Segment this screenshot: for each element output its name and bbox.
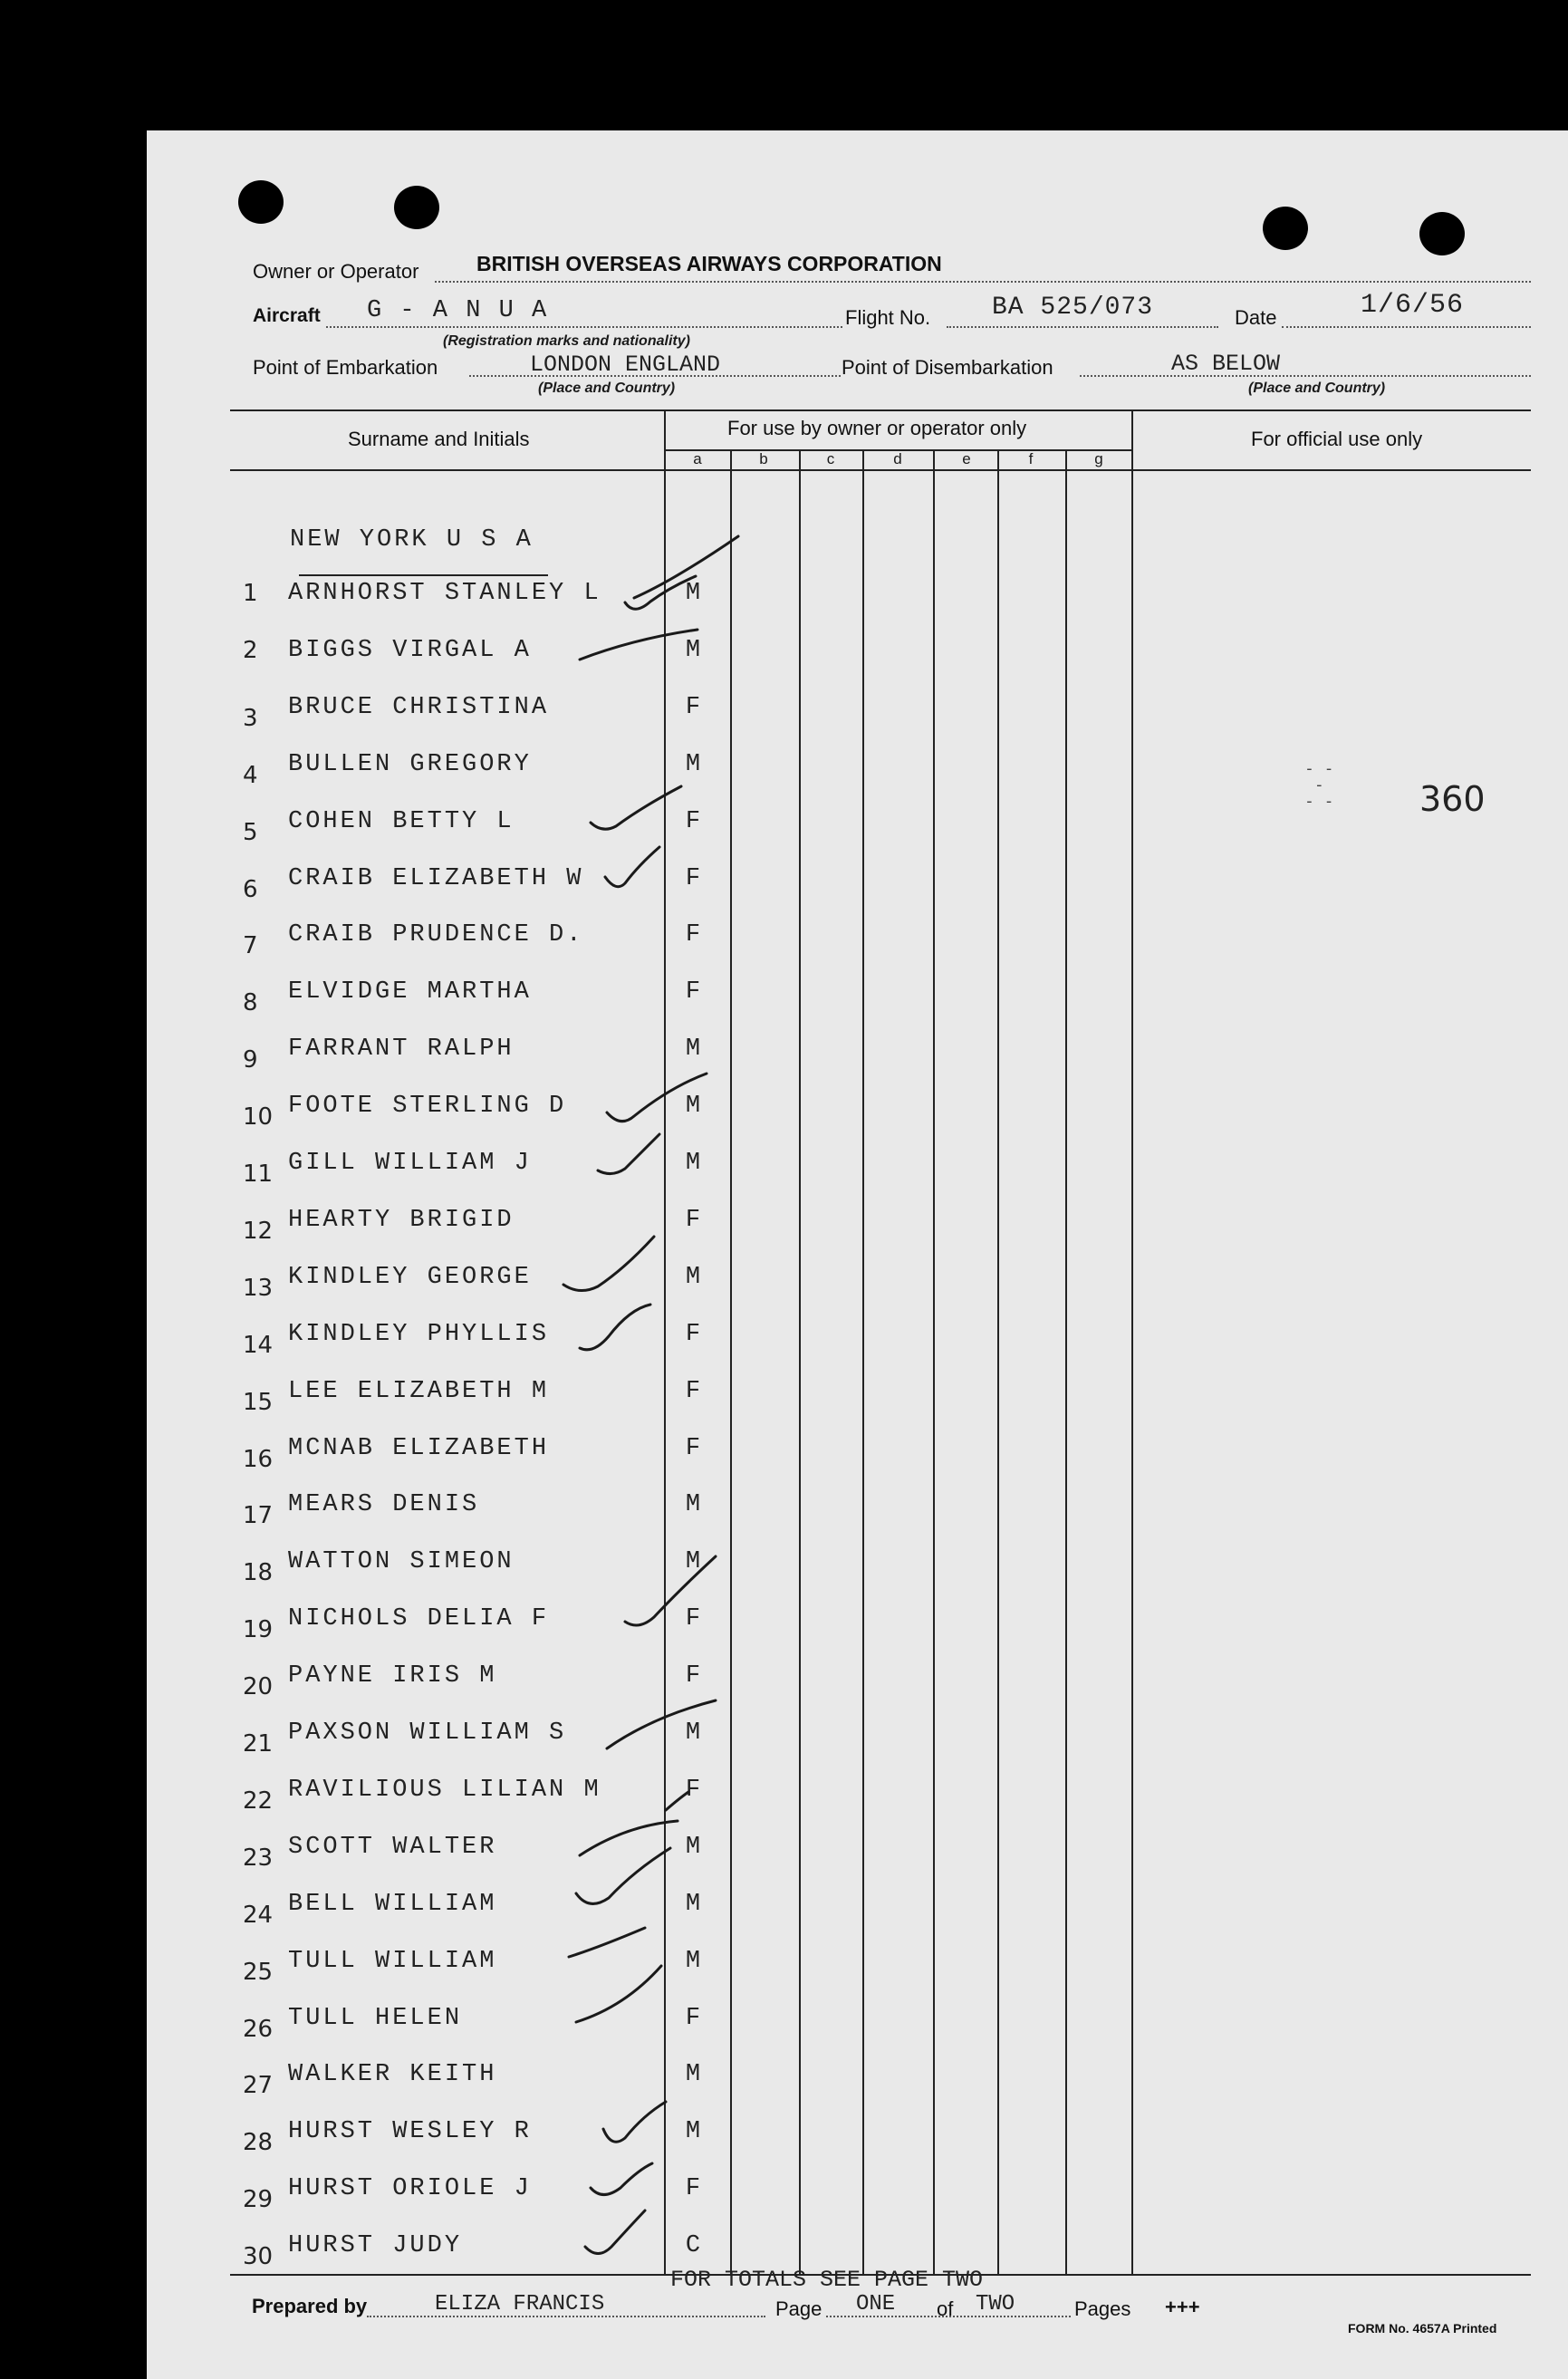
passenger-name: SCOTT WALTER bbox=[288, 1833, 497, 1861]
check-mark bbox=[563, 1237, 654, 1291]
subcol-b: b bbox=[759, 450, 768, 467]
passenger-sex: F bbox=[685, 2004, 701, 2032]
check-mark bbox=[580, 630, 697, 660]
passenger-sex: M bbox=[685, 1719, 701, 1747]
passenger-name: WALKER KEITH bbox=[288, 2061, 497, 2089]
passenger-sex: M bbox=[685, 636, 701, 664]
passenger-name: COHEN BETTY L bbox=[288, 807, 515, 835]
passenger-sex: F bbox=[685, 2175, 701, 2203]
prepared-label: Prepared by bbox=[252, 2295, 368, 2317]
passenger-name: CRAIB PRUDENCE D. bbox=[288, 921, 584, 949]
passenger-name: TULL WILLIAM bbox=[288, 1947, 497, 1975]
check-mark bbox=[625, 576, 696, 609]
passenger-name: ARNHORST STANLEY L bbox=[288, 580, 601, 607]
row-number: 8 bbox=[243, 989, 258, 1017]
embark-label: Point of Embarkation bbox=[253, 356, 438, 379]
check-mark bbox=[591, 2163, 652, 2195]
passenger-sex: M bbox=[685, 1035, 701, 1064]
passenger-name: FARRANT RALPH bbox=[288, 1035, 515, 1064]
passenger-sex: M bbox=[685, 1491, 701, 1519]
passenger-name: HURST WESLEY R bbox=[288, 2118, 532, 2146]
prepared-value: ELIZA FRANCIS bbox=[435, 2292, 605, 2316]
passenger-name: GILL WILLIAM J bbox=[288, 1150, 532, 1177]
destination-heading: NEW YORK U S A bbox=[290, 526, 534, 554]
row-number: 10 bbox=[243, 1103, 274, 1132]
official-count: 360 bbox=[1419, 779, 1486, 819]
check-mark bbox=[569, 1928, 645, 1957]
totals-note: FOR TOTALS SEE PAGE TWO bbox=[670, 2267, 984, 2293]
row-number: 20 bbox=[243, 1673, 274, 1701]
row-number: 1 bbox=[243, 580, 258, 607]
passenger-sex: M bbox=[685, 1150, 701, 1177]
form-number: FORM No. 4657A Printed bbox=[1348, 2321, 1497, 2336]
passenger-sex: M bbox=[685, 580, 701, 607]
passenger-name: PAXSON WILLIAM S bbox=[288, 1719, 567, 1747]
passenger-name: ELVIDGE MARTHA bbox=[288, 978, 532, 1006]
row-number: 29 bbox=[243, 2186, 274, 2214]
passenger-name: HURST ORIOLE J bbox=[288, 2175, 532, 2203]
passenger-sex: M bbox=[685, 1093, 701, 1121]
passenger-name: TULL HELEN bbox=[288, 2004, 463, 2032]
passenger-name: HEARTY BRIGID bbox=[288, 1206, 515, 1234]
subcol-f: f bbox=[1028, 450, 1034, 467]
passenger-sex: F bbox=[685, 693, 701, 721]
row-number: 24 bbox=[243, 1901, 274, 1929]
row-number: 27 bbox=[243, 2072, 274, 2100]
passenger-name: NICHOLS DELIA F bbox=[288, 1605, 550, 1633]
check-mark bbox=[607, 1700, 716, 1748]
passenger-name: BULLEN GREGORY bbox=[288, 750, 532, 778]
aircraft-value: G - A N U A bbox=[367, 297, 549, 324]
passenger-name: RAVILIOUS LILIAN M bbox=[288, 1776, 601, 1804]
check-mark bbox=[625, 1556, 716, 1625]
subcol-d: d bbox=[893, 450, 902, 467]
check-mark bbox=[634, 536, 738, 598]
passenger-name: MCNAB ELIZABETH bbox=[288, 1434, 550, 1462]
page-label: Page bbox=[775, 2297, 822, 2320]
col-owner-header: For use by owner or operator only bbox=[727, 417, 1027, 439]
row-number: 6 bbox=[243, 875, 258, 903]
row-number: 12 bbox=[243, 1217, 274, 1245]
passenger-sex: F bbox=[685, 1605, 701, 1633]
passenger-name: CRAIB ELIZABETH W bbox=[288, 864, 584, 892]
passenger-sex: F bbox=[685, 1206, 701, 1234]
row-number: 3 bbox=[243, 704, 258, 732]
passenger-name: BRUCE CHRISTINA bbox=[288, 693, 550, 721]
passenger-sex: M bbox=[685, 1548, 701, 1576]
passenger-sex: F bbox=[685, 1776, 701, 1804]
row-number: 5 bbox=[243, 818, 258, 846]
check-mark bbox=[580, 1305, 650, 1350]
disembark-value: AS BELOW bbox=[1171, 351, 1281, 377]
passenger-sex: F bbox=[685, 921, 701, 949]
subcol-g: g bbox=[1094, 450, 1103, 467]
col-official-header: For official use only bbox=[1251, 428, 1423, 450]
check-mark bbox=[607, 1074, 707, 1122]
passenger-name: MEARS DENIS bbox=[288, 1491, 480, 1519]
check-mark bbox=[580, 1821, 678, 1855]
row-number: 21 bbox=[243, 1730, 274, 1758]
official-dash-marks: - - - - - bbox=[1304, 759, 1334, 811]
row-number: 16 bbox=[243, 1445, 274, 1473]
row-number: 17 bbox=[243, 1502, 274, 1530]
of-label: of bbox=[937, 2297, 954, 2320]
check-mark bbox=[576, 1966, 661, 2022]
passenger-sex: F bbox=[685, 807, 701, 835]
row-number: 4 bbox=[243, 761, 258, 789]
row-number: 18 bbox=[243, 1559, 274, 1587]
passenger-name: KINDLEY PHYLLIS bbox=[288, 1320, 550, 1348]
row-number: 28 bbox=[243, 2129, 274, 2157]
subcol-c: c bbox=[826, 450, 835, 467]
embark-note: (Place and Country) bbox=[538, 380, 676, 396]
row-number: 23 bbox=[243, 1844, 274, 1872]
footer-marks: +++ bbox=[1165, 2296, 1200, 2318]
page-line bbox=[826, 2316, 1071, 2317]
pages-label: Pages bbox=[1074, 2297, 1131, 2320]
check-mark bbox=[603, 2102, 666, 2142]
passenger-sex: C bbox=[685, 2232, 701, 2260]
passenger-name: BELL WILLIAM bbox=[288, 1890, 497, 1918]
passenger-sex: F bbox=[685, 1377, 701, 1405]
passenger-name: LEE ELIZABETH M bbox=[288, 1377, 550, 1405]
passenger-name: HURST JUDY bbox=[288, 2232, 463, 2260]
passenger-sex: M bbox=[685, 1947, 701, 1975]
owner-label: Owner or Operator bbox=[253, 260, 419, 283]
passenger-sex: F bbox=[685, 864, 701, 892]
passenger-name: PAYNE IRIS M bbox=[288, 1662, 497, 1690]
disembark-note: (Place and Country) bbox=[1248, 380, 1386, 396]
check-mark bbox=[591, 786, 681, 829]
passenger-sex: M bbox=[685, 1890, 701, 1918]
passenger-sex: M bbox=[685, 1263, 701, 1291]
date-value: 1/6/56 bbox=[1361, 290, 1465, 321]
flight-label: Flight No. bbox=[845, 306, 931, 329]
passenger-sex: M bbox=[685, 750, 701, 778]
passenger-name: KINDLEY GEORGE bbox=[288, 1263, 532, 1291]
check-mark bbox=[605, 847, 659, 887]
check-mark bbox=[576, 1848, 670, 1903]
check-mark bbox=[598, 1134, 659, 1174]
row-number: 9 bbox=[243, 1046, 258, 1074]
passenger-sex: M bbox=[685, 1833, 701, 1861]
row-number: 22 bbox=[243, 1787, 274, 1815]
row-number: 26 bbox=[243, 2015, 274, 2043]
subcol-a: a bbox=[693, 450, 702, 467]
col-name-header: Surname and Initials bbox=[348, 428, 530, 450]
passenger-sex: F bbox=[685, 1320, 701, 1348]
passenger-name: WATTON SIMEON bbox=[288, 1548, 515, 1576]
check-mark bbox=[666, 1792, 688, 1810]
row-number: 30 bbox=[243, 2243, 274, 2271]
owner-value: BRITISH OVERSEAS AIRWAYS CORPORATION bbox=[476, 252, 942, 275]
embark-value: LONDON ENGLAND bbox=[530, 352, 721, 378]
of-value: TWO bbox=[976, 2292, 1015, 2316]
check-mark bbox=[585, 2210, 645, 2254]
passenger-sex: F bbox=[685, 1434, 701, 1462]
row-number: 19 bbox=[243, 1616, 274, 1644]
row-number: 25 bbox=[243, 1958, 274, 1986]
page-value: ONE bbox=[856, 2292, 896, 2316]
passenger-name: BIGGS VIRGAL A bbox=[288, 636, 532, 664]
passenger-sex: F bbox=[685, 1662, 701, 1690]
row-number: 2 bbox=[243, 636, 258, 664]
registration-note: (Registration marks and nationality) bbox=[443, 333, 690, 349]
row-number: 14 bbox=[243, 1331, 274, 1359]
passenger-sex: M bbox=[685, 2061, 701, 2089]
passenger-sex: M bbox=[685, 2118, 701, 2146]
row-number: 11 bbox=[243, 1161, 274, 1188]
aircraft-label: Aircraft bbox=[253, 305, 321, 326]
row-number: 15 bbox=[243, 1388, 274, 1416]
row-number: 13 bbox=[243, 1274, 274, 1302]
passenger-sex: F bbox=[685, 978, 701, 1006]
row-number: 7 bbox=[243, 932, 258, 960]
prepared-line bbox=[367, 2316, 765, 2317]
disembark-label: Point of Disembarkation bbox=[842, 356, 1053, 379]
subcol-e: e bbox=[962, 450, 971, 467]
date-label: Date bbox=[1235, 306, 1277, 329]
flight-value: BA 525/073 bbox=[992, 294, 1154, 322]
passenger-name: FOOTE STERLING D bbox=[288, 1093, 567, 1121]
